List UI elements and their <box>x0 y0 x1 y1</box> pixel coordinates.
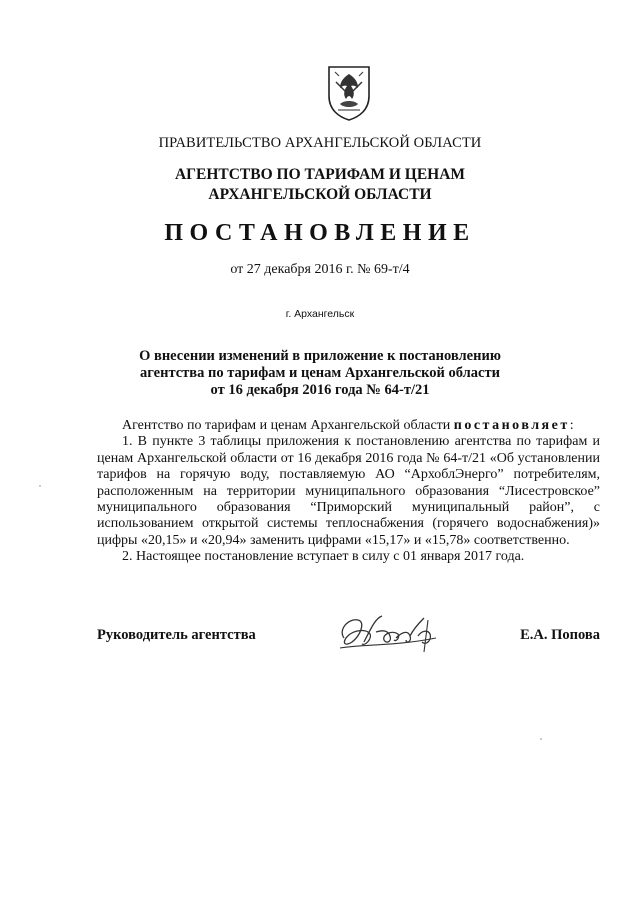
subject-line1: О внесении изменений в приложение к постановлению <box>139 348 501 364</box>
body-item-1: 1. В пункте 3 таблицы приложения к постановлению агентства по тарифам и ценам Архангельской области от 16 декабря 2016 года № 64-т/21 «Об установлении тарифов на горячую воду, поставляемую АО “АрхоблЭнерго” потребителям, расположенным на территории муниципального образования “Лисестровское” муниципального образования “Приморский муниципальный район”, с использованием открытой системы теплоснабжения (горячего водоснабжения)» цифры «20,15» и «20,94» заменить цифрами «15,17» и «15,78» соответственно. <box>97 434 600 548</box>
body-intro <box>97 418 600 434</box>
scan-speck <box>540 738 542 740</box>
document-city: г. Архангельск <box>285 308 355 320</box>
government-name: ПРАВИТЕЛЬСТВО АРХАНГЕЛЬСКОЙ ОБЛАСТИ <box>158 135 482 151</box>
agency-name-line2: АРХАНГЕЛЬСКОЙ ОБЛАСТИ <box>208 186 432 203</box>
subject-line2: агентства по тарифам и ценам Архангельской области <box>140 365 500 381</box>
subject-line3: от 16 декабря 2016 года № 64-т/21 <box>210 382 430 398</box>
document-date-number: от 27 декабря 2016 г. № 69-т/4 <box>230 262 410 277</box>
signatory-title: Руководитель агентства <box>97 627 256 643</box>
handwritten-signature <box>336 608 448 660</box>
scan-speck <box>39 485 41 487</box>
document-body <box>97 418 600 566</box>
document-subject <box>0 348 640 399</box>
body-item-2: 2. Настоящее постановление вступает в силу с 01 января 2017 года. <box>122 549 525 565</box>
agency-name-line1: АГЕНТСТВО ПО ТАРИФАМ И ЦЕНАМ <box>174 166 466 183</box>
intro-text: Агентство по тарифам и ценам Архангельской области <box>122 418 454 433</box>
signatory-name: Е.А. Попова <box>520 627 600 643</box>
intro-verb: постановляет <box>453 418 570 433</box>
document-type-heading: ПОСТАНОВЛЕНИЕ <box>164 220 476 246</box>
coat-of-arms-icon <box>326 64 372 122</box>
agency-name <box>0 165 640 205</box>
intro-colon: : <box>569 418 574 433</box>
